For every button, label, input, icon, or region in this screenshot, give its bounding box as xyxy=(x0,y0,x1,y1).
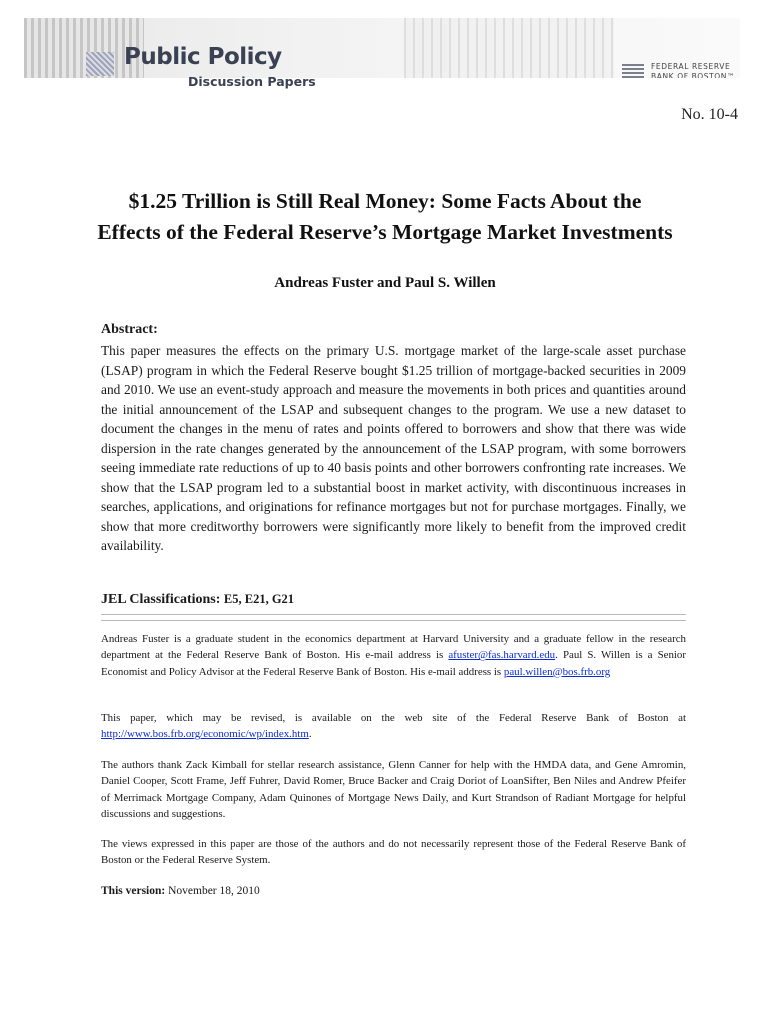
version-date: November 18, 2010 xyxy=(168,885,260,897)
series-subtitle: Discussion Papers xyxy=(188,74,316,89)
series-title: Public Policy xyxy=(124,44,282,70)
disclaimer: The views expressed in this paper are those of the authors and do not necessarily represent those of the Federal Reserve Bank of Boston or the Federal Reserve System. xyxy=(101,838,686,867)
jel-classifications xyxy=(101,592,294,608)
email-link-willen[interactable]: paul.willen@bos.frb.org xyxy=(503,665,611,678)
abstract-text: This paper measures the effects on the primary U.S. mortgage market of the large-scale asset purchase (LSAP) program in which the Federal Reserve bought $1.25 trillion of mortgage-backed securities in 2009 and 2010. We use an event-study approach and measure the movements in both prices and quantities around the initial announcement of the LSAP and subsequent changes to the program. We use a new dataset to document the changes in the menu of rates and points offered to borrowers and show that there was wide dispersion in the rate changes generated by the announcement of the LSAP program, with some borrowers seeing immediate rate reductions of up to 40 basis points and other borrowers confronting rate increases. We show that the LSAP program led to a substantial boost in market activity, with discontinuous increases in searches, applications, and originations for refinance mortgages but not for purchase mortgages. Finally, we show that more creditworthy borrowers were significantly more likely to benefit from the improved credit availability. xyxy=(101,343,686,554)
jel-codes: E5, E21, G21 xyxy=(223,592,295,606)
availability-note: This paper, which may be revised, is available on the web site of the Federal Reserve Bank of Boston at http://www.bos.frb.org/economic/wp/index.htm. xyxy=(101,712,686,741)
version-label: This version: xyxy=(101,885,166,897)
building-columns-graphic xyxy=(404,18,614,78)
jel-label: JEL Classifications: xyxy=(101,592,221,607)
paper-title xyxy=(40,186,730,248)
email-link-fuster[interactable]: afuster@fas.harvard.edu xyxy=(448,649,556,662)
institution-name xyxy=(651,62,735,78)
institution-line1: FEDERAL RESERVE xyxy=(651,62,731,71)
header-banner xyxy=(24,18,740,78)
section-divider xyxy=(101,614,686,621)
abstract-heading: Abstract: xyxy=(101,322,158,337)
federal-reserve-logo-icon xyxy=(622,64,644,78)
version-line xyxy=(101,885,260,897)
author-note: Andreas Fuster is a graduate student in the economics department at Harvard University and a graduate fellow in the research department at the Federal Reserve Bank of Boston. His e-mail address is afuster@fas.harvard.edu. Paul S. Willen is a Senior Economist and Policy Advisor at the Federal Reserve Bank of Boston. His e-mail address is paul.willen@bos.frb.org xyxy=(101,633,687,678)
title-line-1: $1.25 Trillion is Still Real Money: Some Facts About the xyxy=(128,189,642,213)
dot-pattern-icon xyxy=(86,52,114,76)
authors: Andreas Fuster and Paul S. Willen xyxy=(274,275,496,291)
paper-number: No. 10-4 xyxy=(681,106,738,123)
institution-line2: BANK OF BOSTON™ xyxy=(651,71,736,78)
acknowledgments: The authors thank Zack Kimball for stellar research assistance, Glenn Canner for help with the HMDA data, and Gene Amromin, Daniel Cooper, Scott Frame, Jeff Fuhrer, David Romer, Bruce Backer and Craig Doriot of LoanSifter, Ben Niles and Andrew Pfeifer of Merrimack Mortgage Company, Adam Quinones of Mortgage News Daily, and Kurt Strandson of Radiant Mortgage for helpful discussions and suggestions. xyxy=(101,759,686,820)
title-line-2: Effects of the Federal Reserve’s Mortgage Market Investments xyxy=(97,220,673,244)
website-link[interactable]: http://www.bos.frb.org/economic/wp/index.htm xyxy=(101,728,309,741)
